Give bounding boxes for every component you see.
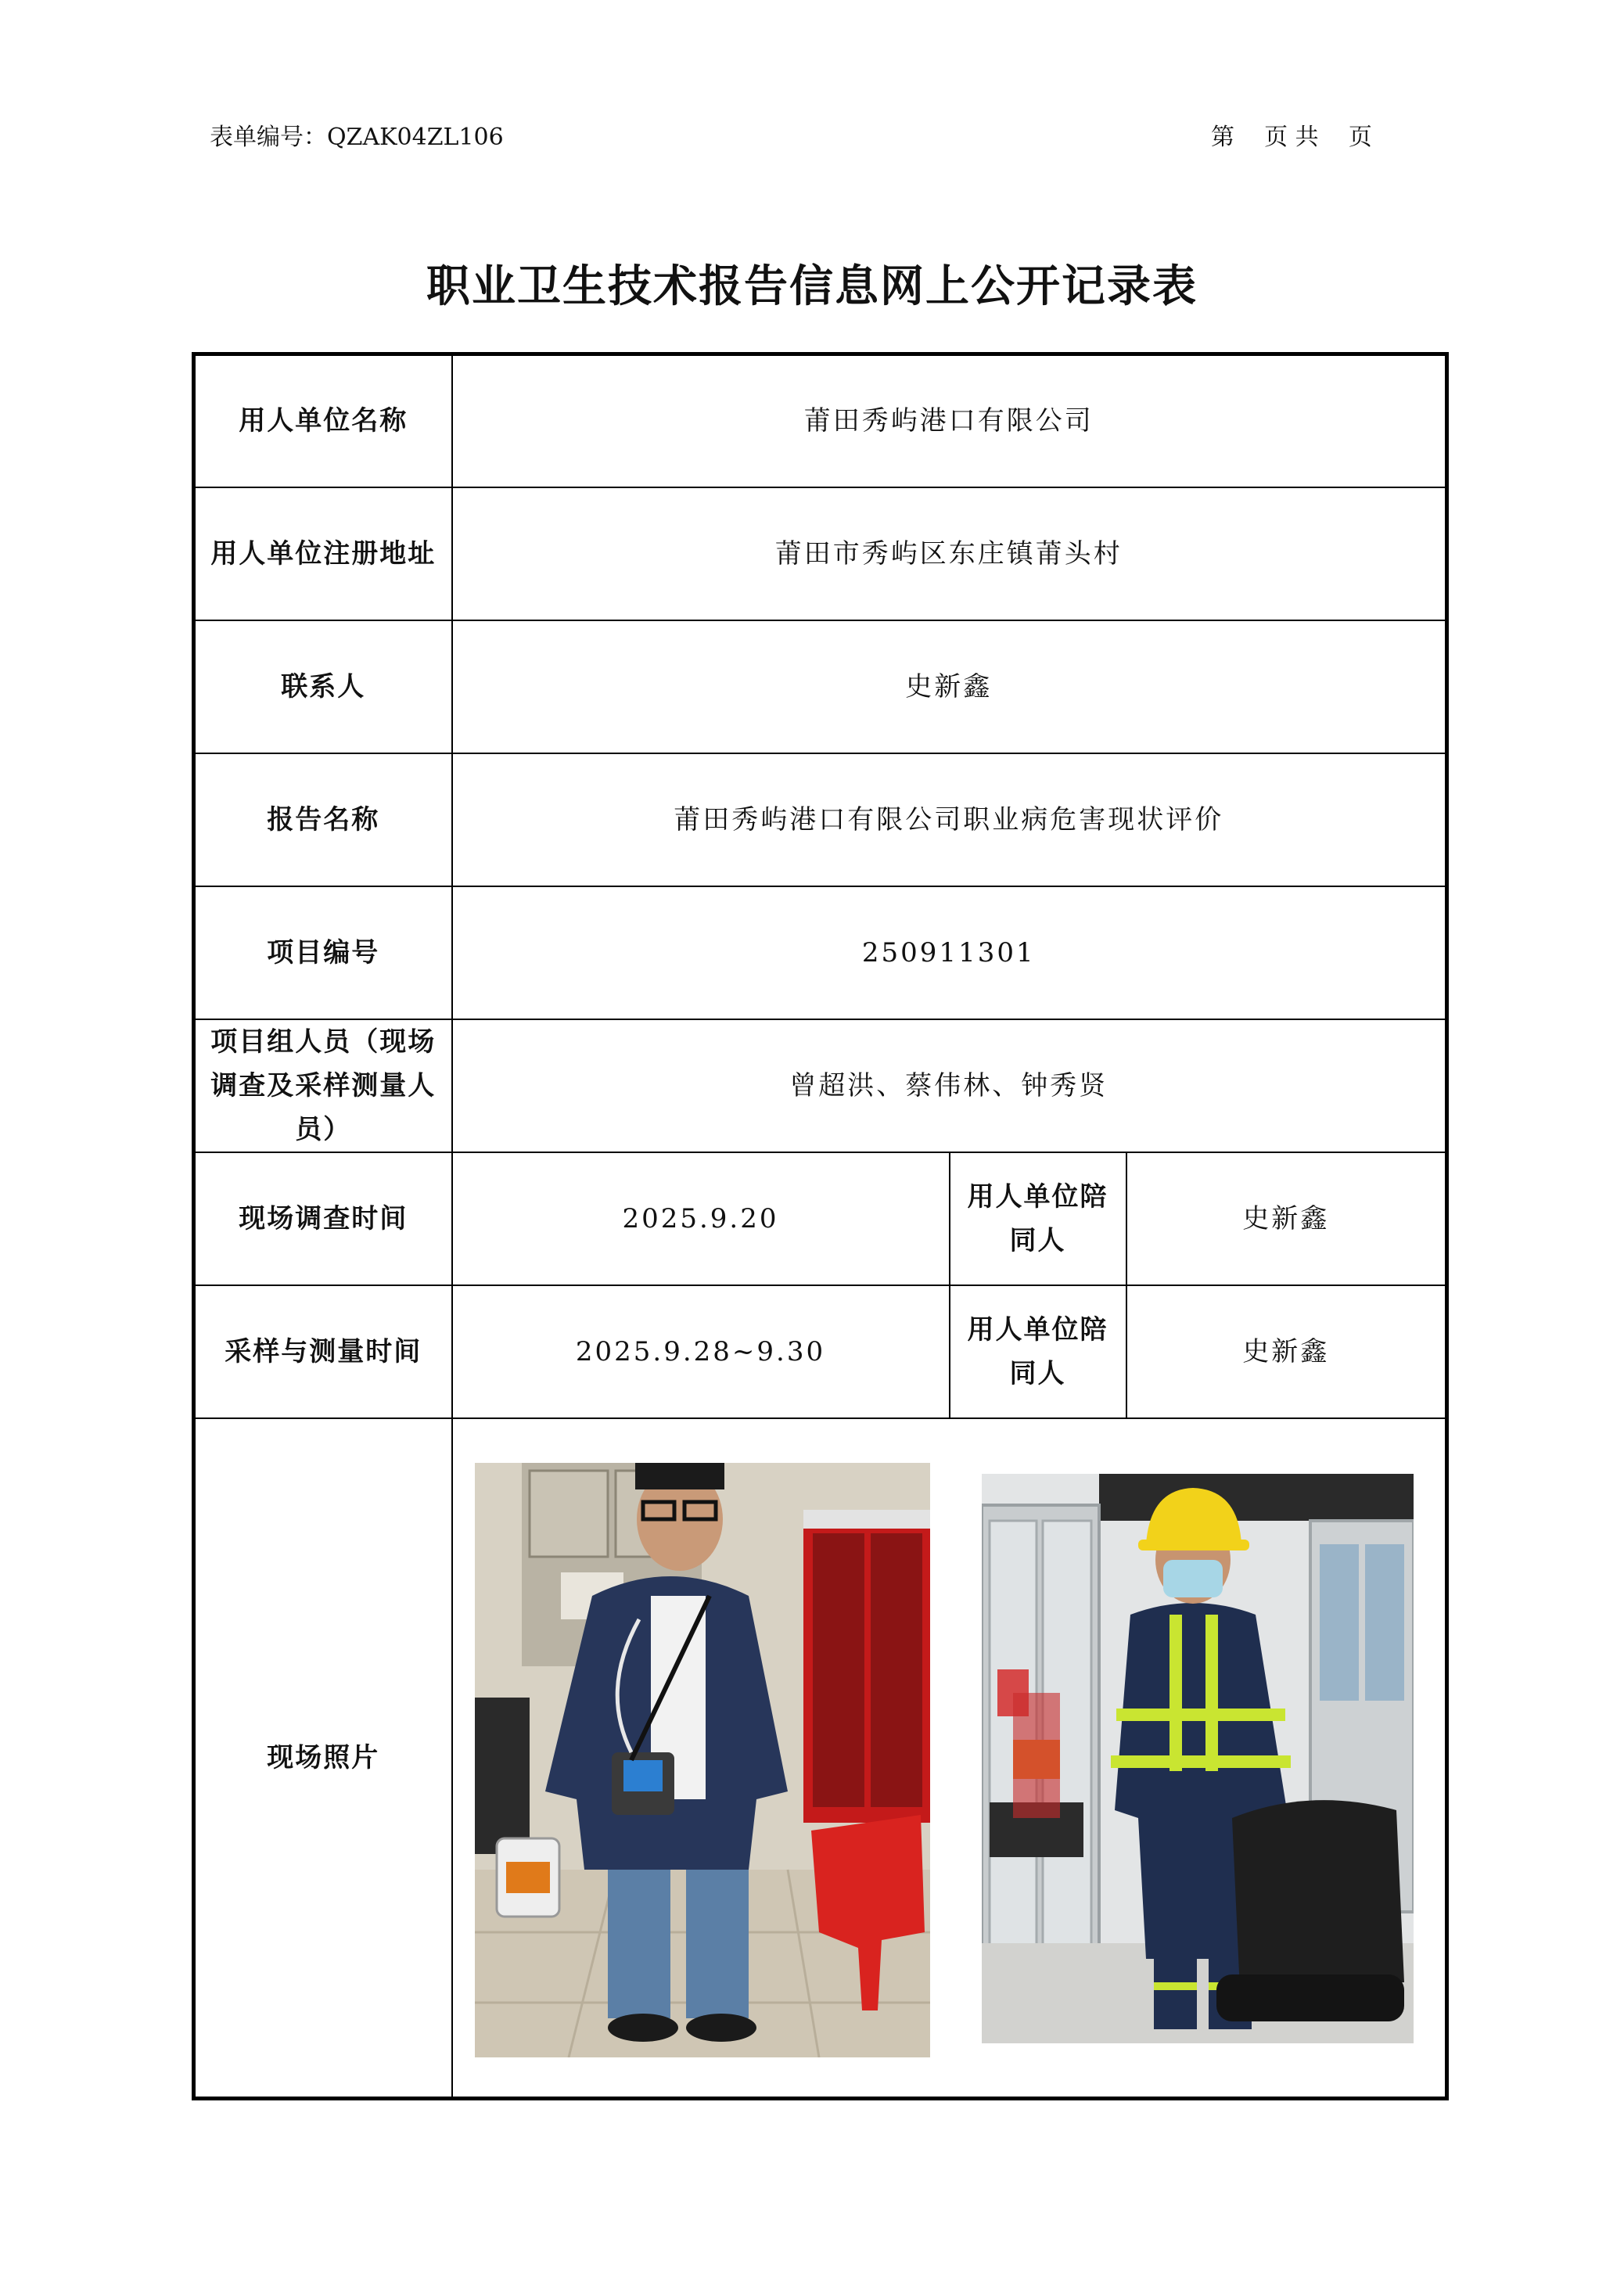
project-members-label: 项目组人员（现场调查及采样测量人员） <box>194 1019 452 1152</box>
project-number-label: 项目编号 <box>194 886 452 1019</box>
row-project-members <box>194 1019 1447 1152</box>
page-title: 职业卫生技术报告信息网上公开记录表 <box>426 261 1198 312</box>
form-number: 表单编号：QZAK04ZL106 <box>210 124 504 151</box>
project-members-value: 曾超洪、蔡伟林、钟秀贤 <box>452 1019 1447 1152</box>
row-contact <box>194 620 1447 753</box>
photos-label: 现场照片 <box>194 1418 452 2099</box>
report-name-label: 报告名称 <box>194 753 452 886</box>
row-sampling-time <box>194 1285 1447 1418</box>
survey-time-value: 2025.9.20 <box>452 1152 950 1285</box>
report-name-value: 莆田秀屿港口有限公司职业病危害现状评价 <box>452 753 1447 886</box>
sampling-time-label: 采样与测量时间 <box>194 1285 452 1418</box>
row-photos <box>194 1418 1447 2099</box>
row-employer-name <box>194 354 1447 487</box>
row-survey-time <box>194 1152 1447 1285</box>
sampling-time-value: 2025.9.28~9.30 <box>452 1285 950 1418</box>
photo-worker-with-sampler <box>475 1463 930 2057</box>
page-info: 第 页 共 页 <box>1211 124 1372 151</box>
employer-name-value: 莆田秀屿港口有限公司 <box>452 354 1447 487</box>
project-number-value: 250911301 <box>452 886 1447 1019</box>
survey-time-label: 现场调查时间 <box>194 1152 452 1285</box>
sampling-escort-value: 史新鑫 <box>1126 1285 1447 1418</box>
photos-container <box>453 1419 1446 2097</box>
contact-value: 史新鑫 <box>452 620 1447 753</box>
photos-cell <box>452 1418 1447 2099</box>
sampling-escort-label: 用人单位陪同人 <box>950 1285 1126 1418</box>
survey-escort-value: 史新鑫 <box>1126 1152 1447 1285</box>
employer-address-value: 莆田市秀屿区东庄镇莆头村 <box>452 487 1447 620</box>
employer-address-label: 用人单位注册地址 <box>194 487 452 620</box>
photo-worker-with-helmet <box>982 1474 1414 2043</box>
contact-label: 联系人 <box>194 620 452 753</box>
employer-name-label: 用人单位名称 <box>194 354 452 487</box>
row-report-name <box>194 753 1447 886</box>
record-table <box>192 352 1449 2100</box>
row-project-number <box>194 886 1447 1019</box>
survey-escort-label: 用人单位陪同人 <box>950 1152 1126 1285</box>
row-employer-address <box>194 487 1447 620</box>
